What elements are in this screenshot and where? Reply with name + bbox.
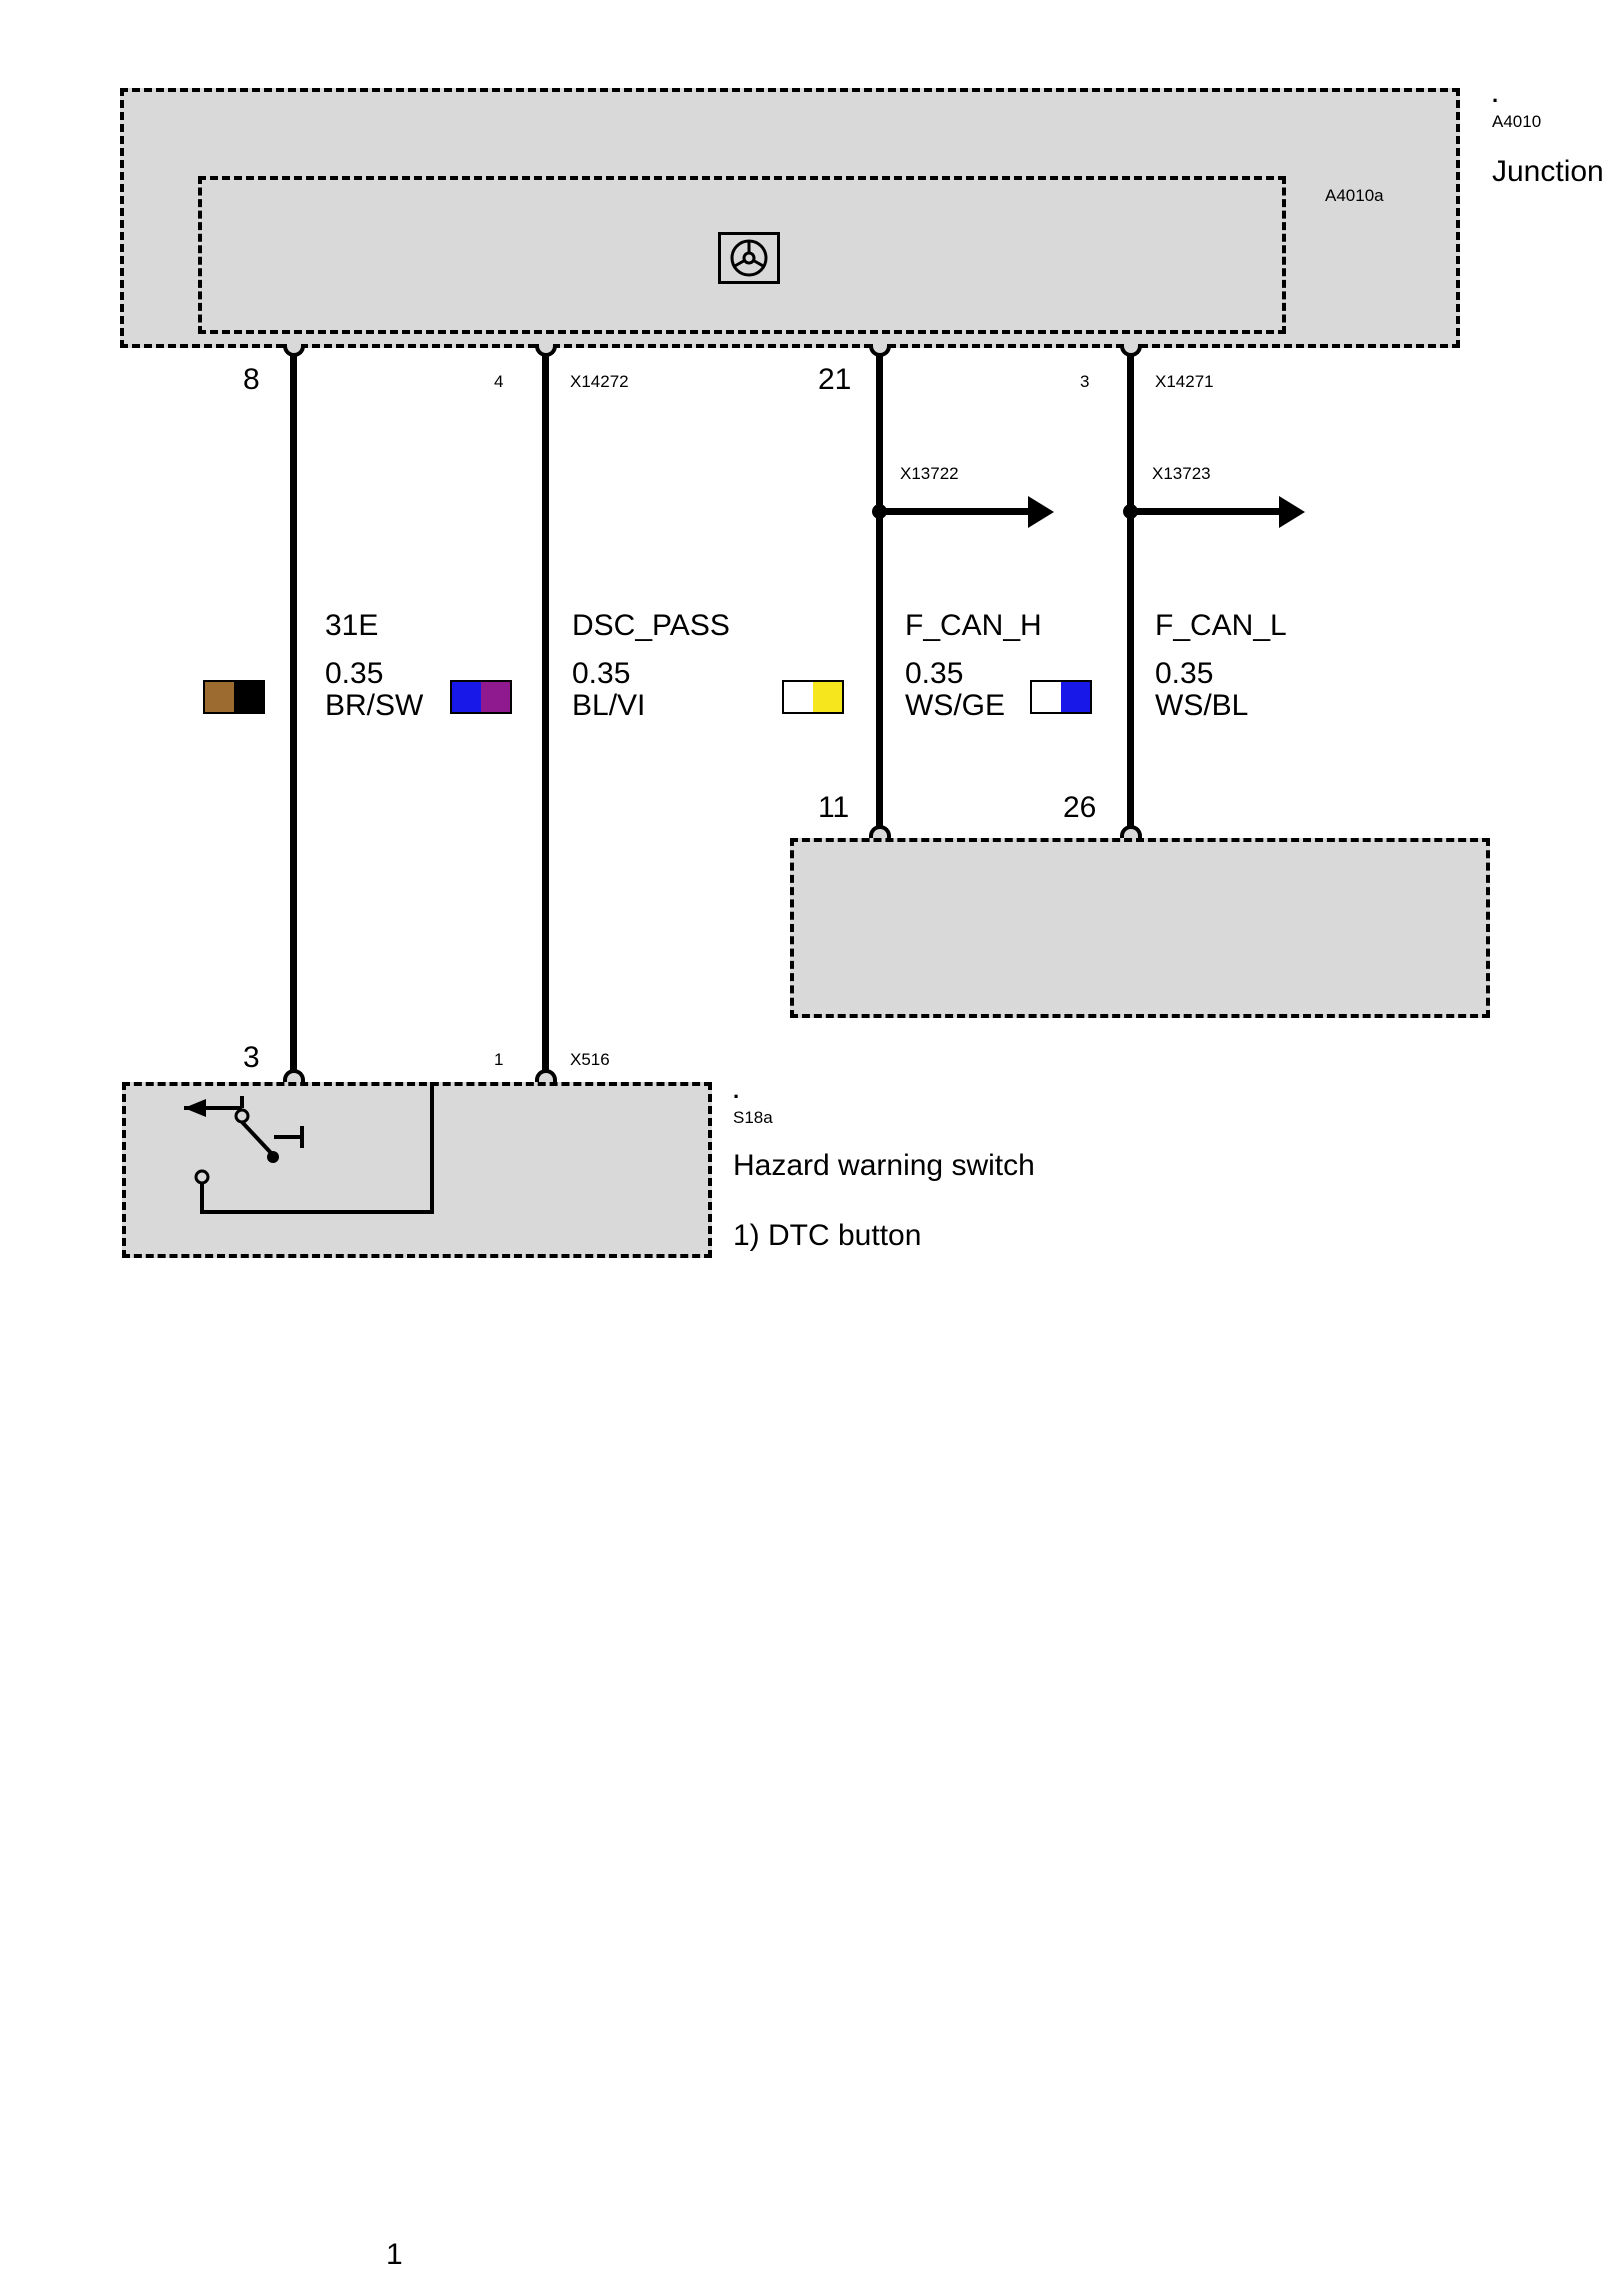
connector-cup-s18a-pin3 [283,1069,305,1082]
steering-wheel-glyph [721,235,777,281]
module-a4010-ref-dot: . [1492,82,1499,107]
wire-dsc-pass-swatch-secondary [481,682,510,712]
wire-f-can-l-gauge: 0.35 [1155,657,1214,690]
module-s18a-note: 1) DTC button [733,1219,922,1252]
wire-f-can-l-color-chip [1030,680,1092,714]
wire-dsc-pass-color-code: BL/VI [572,689,646,722]
hazard-switch-button-label: 1 [386,2238,403,2271]
branch-arrow-f-can-h-line [880,508,1030,515]
wire-31e-swatch-secondary [234,682,263,712]
wire-f-can-h-color-chip [782,680,844,714]
connector-cup-s18a-pin1 [535,1069,557,1082]
pin-label-lower-11: 11 [818,791,850,824]
wire-dsc-pass-signal: DSC_PASS [572,609,730,642]
pin-label-s18a-3: 3 [243,1041,260,1074]
wire-dsc-pass-swatch-primary [452,682,481,712]
module-s18a-ref-dot: . [733,1078,740,1103]
wire-31e-signal: 31E [325,609,379,642]
connector-x14271-label: X14271 [1155,372,1214,391]
wire-f-can-l-signal: F_CAN_L [1155,609,1287,642]
module-a4010-name: Junction [1492,155,1604,188]
wire-f-can-h [876,355,883,830]
wire-f-can-l-color-code: WS/BL [1155,689,1249,722]
wire-f-can-h-color-code: WS/GE [905,689,1006,722]
connector-cup-lower-pin26 [1120,825,1142,838]
pin-label-a4010-4: 4 [494,372,504,391]
wire-31e-color-chip [203,680,265,714]
connector-x516-label: X516 [570,1050,610,1069]
wire-f-can-h-gauge: 0.35 [905,657,964,690]
connector-cup-lower-pin11 [869,825,891,838]
pin-label-a4010-21: 21 [818,363,852,396]
hazard-switch-contacts [122,1082,722,1262]
steering-wheel-icon [718,232,780,284]
branch-arrow-f-can-h-head [1028,496,1054,528]
wire-dsc-pass-gauge: 0.35 [572,657,631,690]
wire-31e-swatch-primary [205,682,234,712]
branch-arrow-f-can-l-head [1279,496,1305,528]
connector-x13722-label: X13722 [900,464,959,483]
wire-f-can-l-swatch-primary [1032,682,1061,712]
wire-f-can-l [1127,355,1134,830]
wire-f-can-h-signal: F_CAN_H [905,609,1042,642]
wire-31e [290,355,297,1077]
wire-31e-color-code: BR/SW [325,689,424,722]
wire-dsc-pass-color-chip [450,680,512,714]
module-a4010-id: A4010 [1492,112,1542,131]
module-s18a-name: Hazard warning switch [733,1149,1035,1182]
module-a4010a-id: A4010a [1325,186,1384,205]
pin-label-a4010-8: 8 [243,363,260,396]
module-lower-right [790,838,1490,1018]
connector-x14272-label: X14272 [570,372,629,391]
wire-f-can-h-swatch-secondary [813,682,842,712]
module-s18a-id: S18a [733,1108,773,1127]
wire-f-can-h-swatch-primary [784,682,813,712]
wire-f-can-l-swatch-secondary [1061,682,1090,712]
wire-31e-gauge: 0.35 [325,657,384,690]
wire-dsc-pass [542,355,549,1077]
pin-label-lower-26: 26 [1063,791,1097,824]
pin-label-a4010-3: 3 [1080,372,1090,391]
branch-arrow-f-can-l-line [1131,508,1281,515]
pin-label-s18a-1: 1 [494,1050,504,1069]
connector-x13723-label: X13723 [1152,464,1211,483]
